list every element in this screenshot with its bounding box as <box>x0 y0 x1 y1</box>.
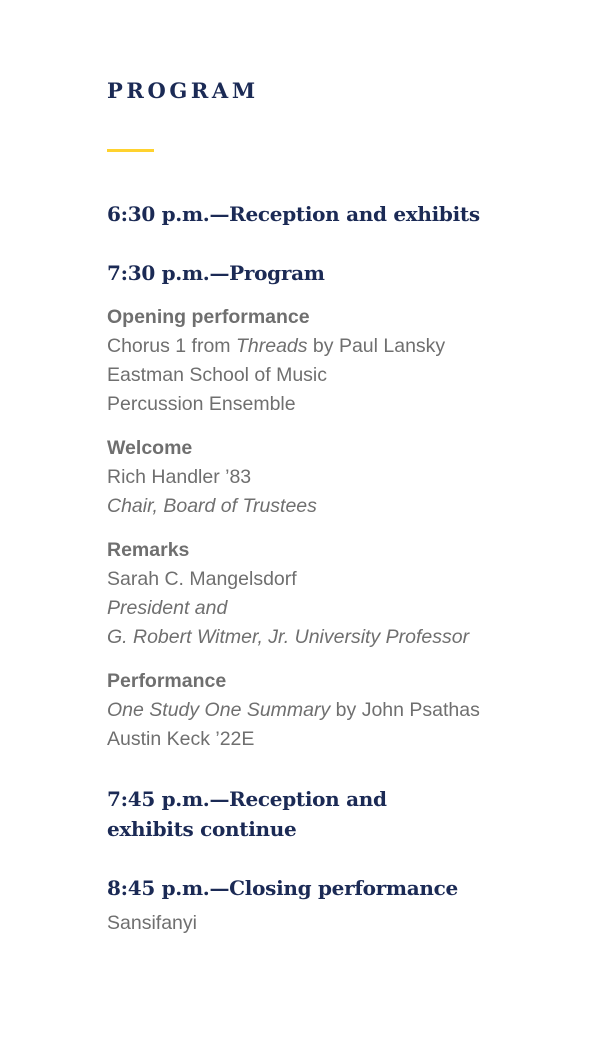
program-item-performance <box>107 667 480 754</box>
schedule-time-closing: 8:45 p.m.—Closing performance <box>107 876 458 900</box>
piece-prefix: Chorus 1 from <box>107 335 236 357</box>
speaker-name: Sarah C. Mangelsdorf <box>107 568 297 590</box>
page-title: PROGRAM <box>107 78 259 103</box>
accent-divider <box>107 149 154 152</box>
piece-composer: by Paul Lansky <box>307 335 446 357</box>
piece-line <box>107 696 480 725</box>
schedule-time-reception-continue <box>107 784 387 844</box>
schedule-time-reception: 6:30 p.m.—Reception and exhibits <box>107 202 480 226</box>
performer-line-1: Eastman School of Music <box>107 364 328 386</box>
speaker-role-line-2: G. Robert Witmer, Jr. University Professor <box>107 626 470 648</box>
program-item-opening-performance <box>107 303 445 419</box>
speaker-name: Rich Handler ’83 <box>107 466 252 488</box>
program-item-title: Welcome <box>107 437 193 459</box>
program-item-title: Remarks <box>107 539 190 561</box>
performer-name: Austin Keck ’22E <box>107 728 255 750</box>
speaker-role-line-1: President and <box>107 597 228 619</box>
performer-line-2: Percussion Ensemble <box>107 393 296 415</box>
piece-title: Threads <box>235 335 308 357</box>
speaker-role: Chair, Board of Trustees <box>107 495 317 517</box>
schedule-time-line-2: exhibits continue <box>107 817 297 841</box>
program-item-title: Opening performance <box>107 306 310 328</box>
program-item-welcome <box>107 434 317 521</box>
program-item-remarks <box>107 536 469 652</box>
piece-line <box>107 332 445 361</box>
piece-composer: by John Psathas <box>330 699 480 721</box>
program-item-title: Performance <box>107 670 227 692</box>
schedule-time-line-1: 7:45 p.m.—Reception and <box>107 787 387 811</box>
schedule-time-program: 7:30 p.m.—Program <box>107 261 325 285</box>
piece-title: One Study One Summary <box>107 699 331 721</box>
closing-performer: Sansifanyi <box>107 912 197 934</box>
